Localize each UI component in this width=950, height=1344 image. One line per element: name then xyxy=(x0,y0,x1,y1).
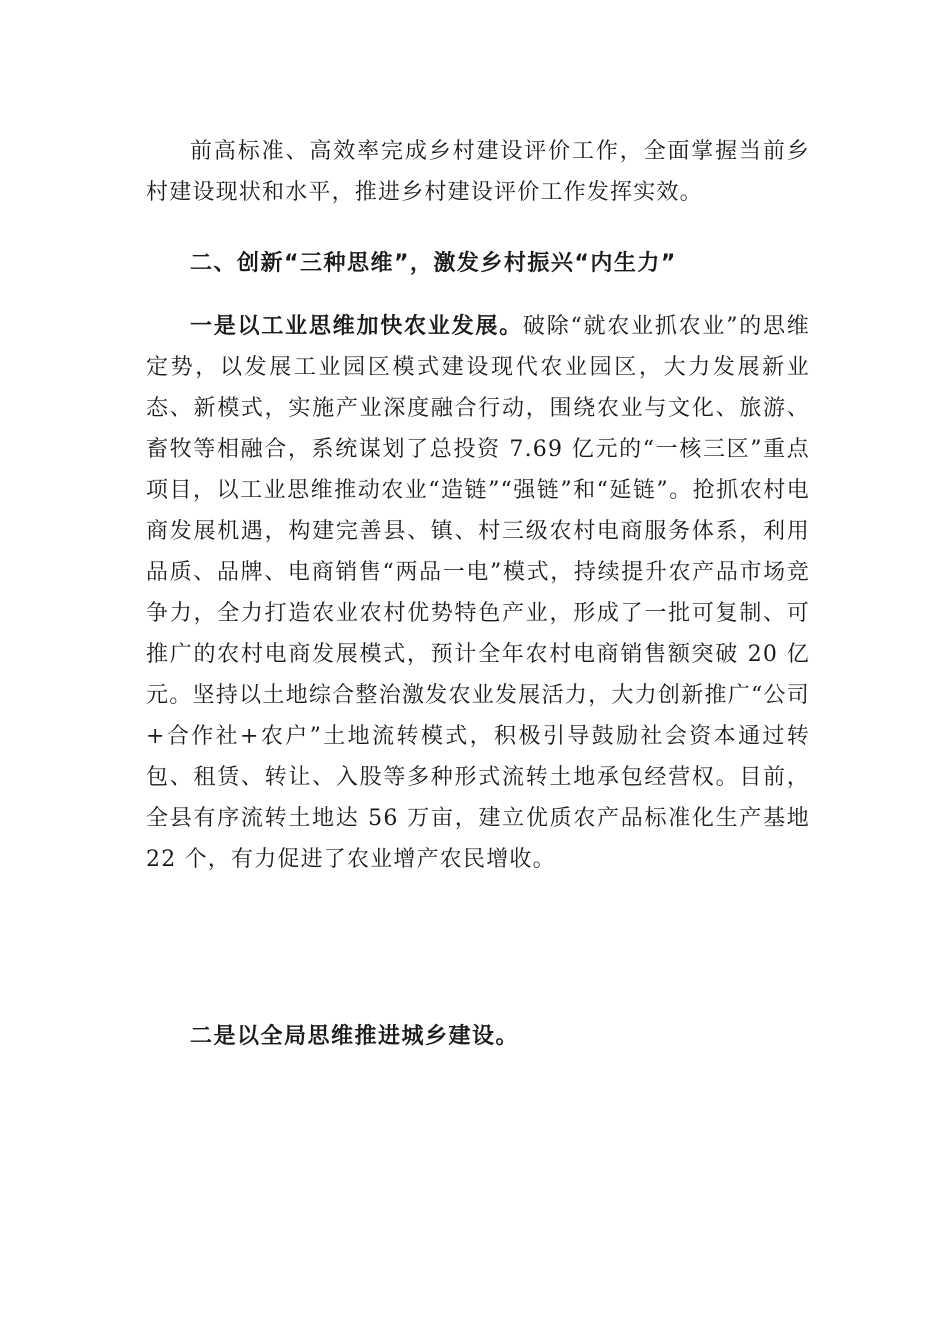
section-heading: 二、创新“三种思维”，激发乡村振兴“内生力” xyxy=(190,251,677,276)
paragraph-two-lead: 二是以全局思维推进城乡建设。 xyxy=(190,1024,520,1049)
paragraph-one xyxy=(146,306,810,880)
paragraph-one-lead: 一是以工业思维加快农业发展。 xyxy=(190,313,523,339)
intro-paragraph: 前高标准、高效率完成乡村建设评价工作，全面掌握当前乡村建设现状和水平，推进乡村建设评价工作发挥实效。 xyxy=(146,139,810,205)
paragraph-one-body: 破除“就农业抓农业”的思维定势，以发展工业园区模式建设现代农业园区，大力发展新业态、新模式，实施产业深度融合行动，围绕农业与文化、旅游、畜牧等相融合，系统谋划了总投资 7.69 亿元的“一核三区”重点项目，以工业思维推动农业“造链”“强链”和“延链”。抢抓农村电商发展机遇，构建完善县、镇、村三级农村电商服务体系，利用品质、品牌、电商销售“两品一电”模式，持续提升农产品市场竞争力，全力打造农业农村优势特色产业，形成了一批可复制、可推广的农村电商发展模式，预计全年农村电商销售额突破 20 亿元。坚持以土地综合整治激发农业发展活力，大力创新推广“公司+合作社+农户”土地流转模式，积极引导鼓励社会资本通过转包、租赁、转让、入股等多种形式流转土地承包经营权。目前，全县有序流转土地达 56 万亩，建立优质农产品标准化生产基地 22 个，有力促进了农业增产农民增收。 xyxy=(146,314,810,872)
